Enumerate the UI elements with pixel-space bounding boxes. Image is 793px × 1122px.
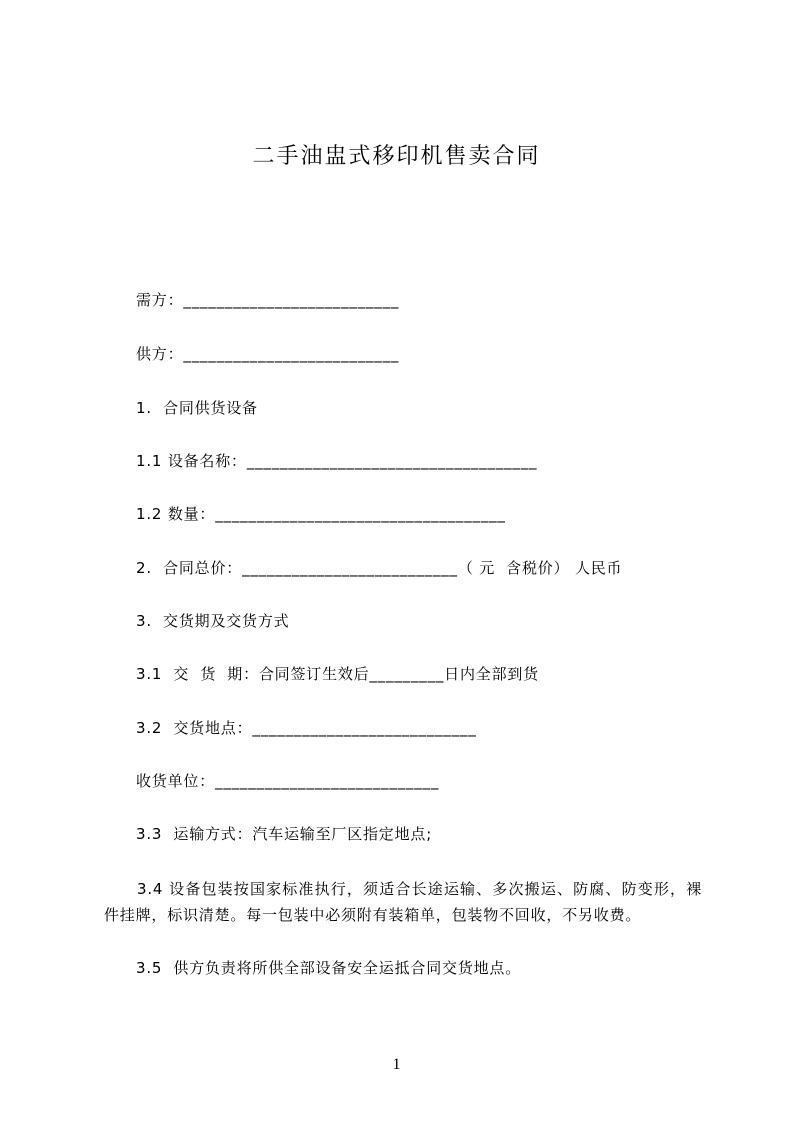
item-3-1-line (136, 664, 539, 684)
section-1-heading: 1. 合同供货设备 (136, 399, 258, 417)
item-3-2-line (136, 718, 477, 738)
contract-title: 二手油盅式移印机售卖合同 (252, 144, 541, 169)
supplier-blank: __________________________ (183, 345, 400, 363)
buyer-line (136, 290, 399, 310)
packaging-line-1: 3.4 设备包装按国家标准执行，须适合长途运输、多次搬运、防腐、防变形，裸 (137, 880, 702, 898)
delivery-days-blank: _________ (369, 665, 445, 683)
item-3-3-transport: 3.3 运输方式：汽车运输至厂区指定地点; (136, 825, 433, 843)
section-2-line (136, 558, 622, 578)
total-price-label: 2. 合同总价： (136, 559, 243, 577)
packaging-line-2: 件挂牌，标识清楚。每一包装中必须附有装箱单，包装物不回收，不另收费。 (104, 906, 642, 924)
device-name-blank: ___________________________________ (246, 452, 538, 470)
total-price-suffix: （ 元 含税价） 人民币 (457, 559, 623, 577)
supplier-line (136, 344, 399, 364)
device-name-label: 1.1 设备名称： (136, 452, 247, 470)
delivery-place-blank: ___________________________ (252, 719, 477, 737)
page-number: 1 (392, 1056, 401, 1073)
supplier-label: 供方： (136, 345, 184, 363)
item-1-1-line (136, 451, 537, 471)
delivery-period-label: 3.1 交 货 期：合同签订生效后 (136, 665, 370, 683)
item-1-2-line (136, 504, 506, 524)
buyer-label: 需方： (136, 291, 184, 309)
total-price-blank: __________________________ (242, 559, 458, 577)
quantity-label: 1.2 数量： (136, 505, 216, 523)
delivery-period-suffix: 日内全部到货 (444, 665, 539, 683)
quantity-blank: ___________________________________ (215, 505, 506, 523)
receiver-line (136, 771, 439, 791)
receiver-label: 收货单位： (136, 772, 216, 790)
buyer-blank: __________________________ (183, 291, 400, 309)
section-3-heading: 3. 交货期及交货方式 (136, 612, 290, 630)
receiver-blank: ___________________________ (215, 772, 440, 790)
item-3-4-packaging-paragraph (104, 876, 704, 928)
delivery-place-label: 3.2 交货地点： (136, 719, 253, 737)
item-3-5-delivery-responsibility: 3.5 供方负责将所供全部设备安全运抵合同交货地点。 (136, 959, 521, 977)
